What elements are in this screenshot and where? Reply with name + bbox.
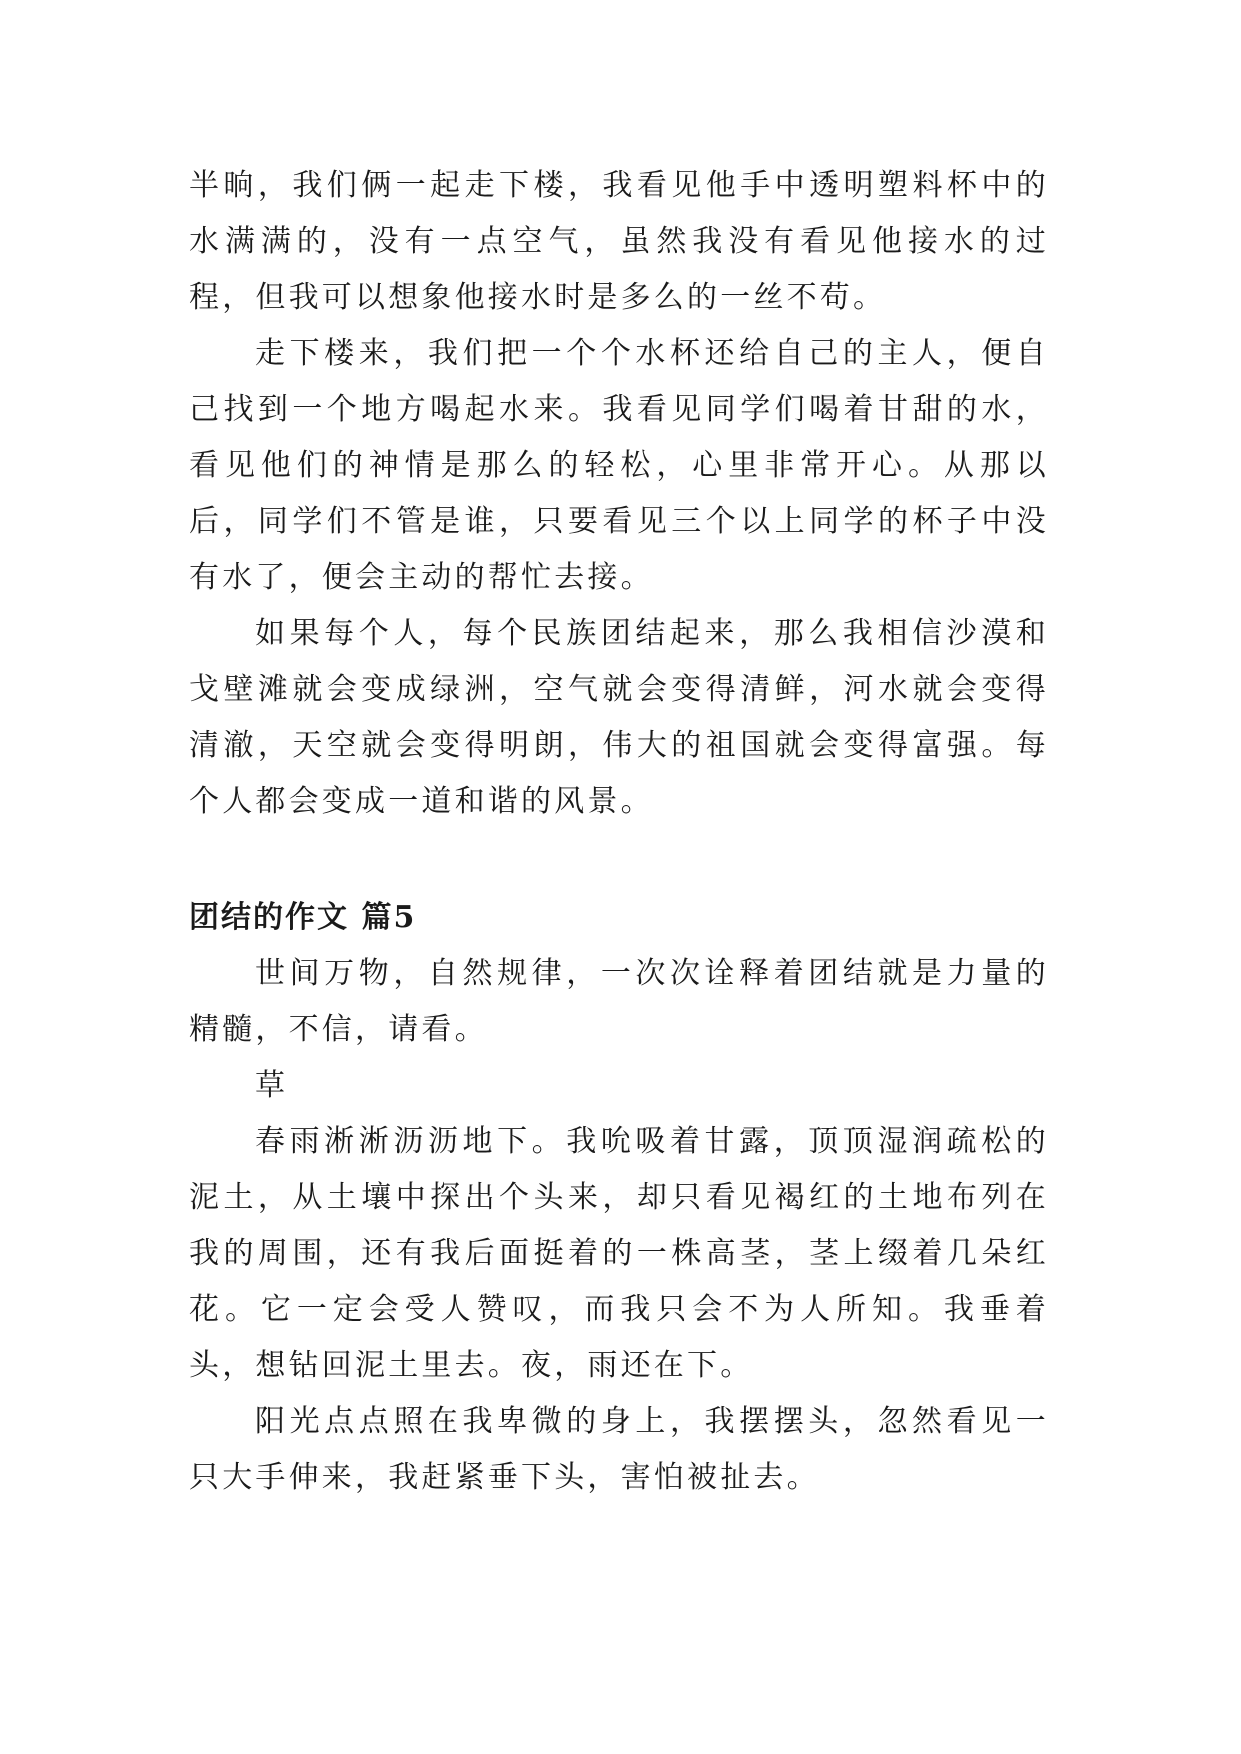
paragraph-continued: 半晌，我们俩一起走下楼，我看见他手中透明塑料杯中的水满满的，没有一点空气，虽然我没有看见他接水的过程，但我可以想象他接水时是多么的一丝不苟。 bbox=[189, 168, 1049, 315]
paragraph: 走下楼来，我们把一个个水杯还给自己的主人，便自己找到一个地方喝起水来。我看见同学们喝着甘甜的水，看见他们的神情是那么的轻松，心里非常开心。从那以后，同学们不管是谁，只要看见三个以上同学的杯子中没有水了，便会主动的帮忙去接。 bbox=[189, 336, 1049, 595]
document-body bbox=[189, 158, 1049, 1506]
section-heading: 团结的作文 篇5 bbox=[189, 900, 417, 935]
paragraph-intro: 世间万物，自然规律，一次次诠释着团结就是力量的精髓，不信，请看。 bbox=[189, 956, 1049, 1047]
subsection-label: 草 bbox=[255, 1068, 285, 1103]
paragraph: 如果每个人，每个民族团结起来，那么我相信沙漠和戈壁滩就会变成绿洲，空气就会变得清鲜，河水就会变得清澈，天空就会变得明朗，伟大的祖国就会变得富强。每个人都会变成一道和谐的风景。 bbox=[189, 616, 1049, 819]
paragraph: 春雨淅淅沥沥地下。我吮吸着甘露，顶顶湿润疏松的泥土，从土壤中探出个头来，却只看见褐红的土地布列在我的周围，还有我后面挺着的一株高茎，茎上缀着几朵红花。它一定会受人赞叹，而我只会不为人所知。我垂着头，想钻回泥土里去。夜，雨还在下。 bbox=[189, 1124, 1049, 1383]
paragraph: 阳光点点照在我卑微的身上，我摆摆头，忽然看见一只大手伸来，我赶紧垂下头，害怕被扯去。 bbox=[189, 1404, 1049, 1495]
